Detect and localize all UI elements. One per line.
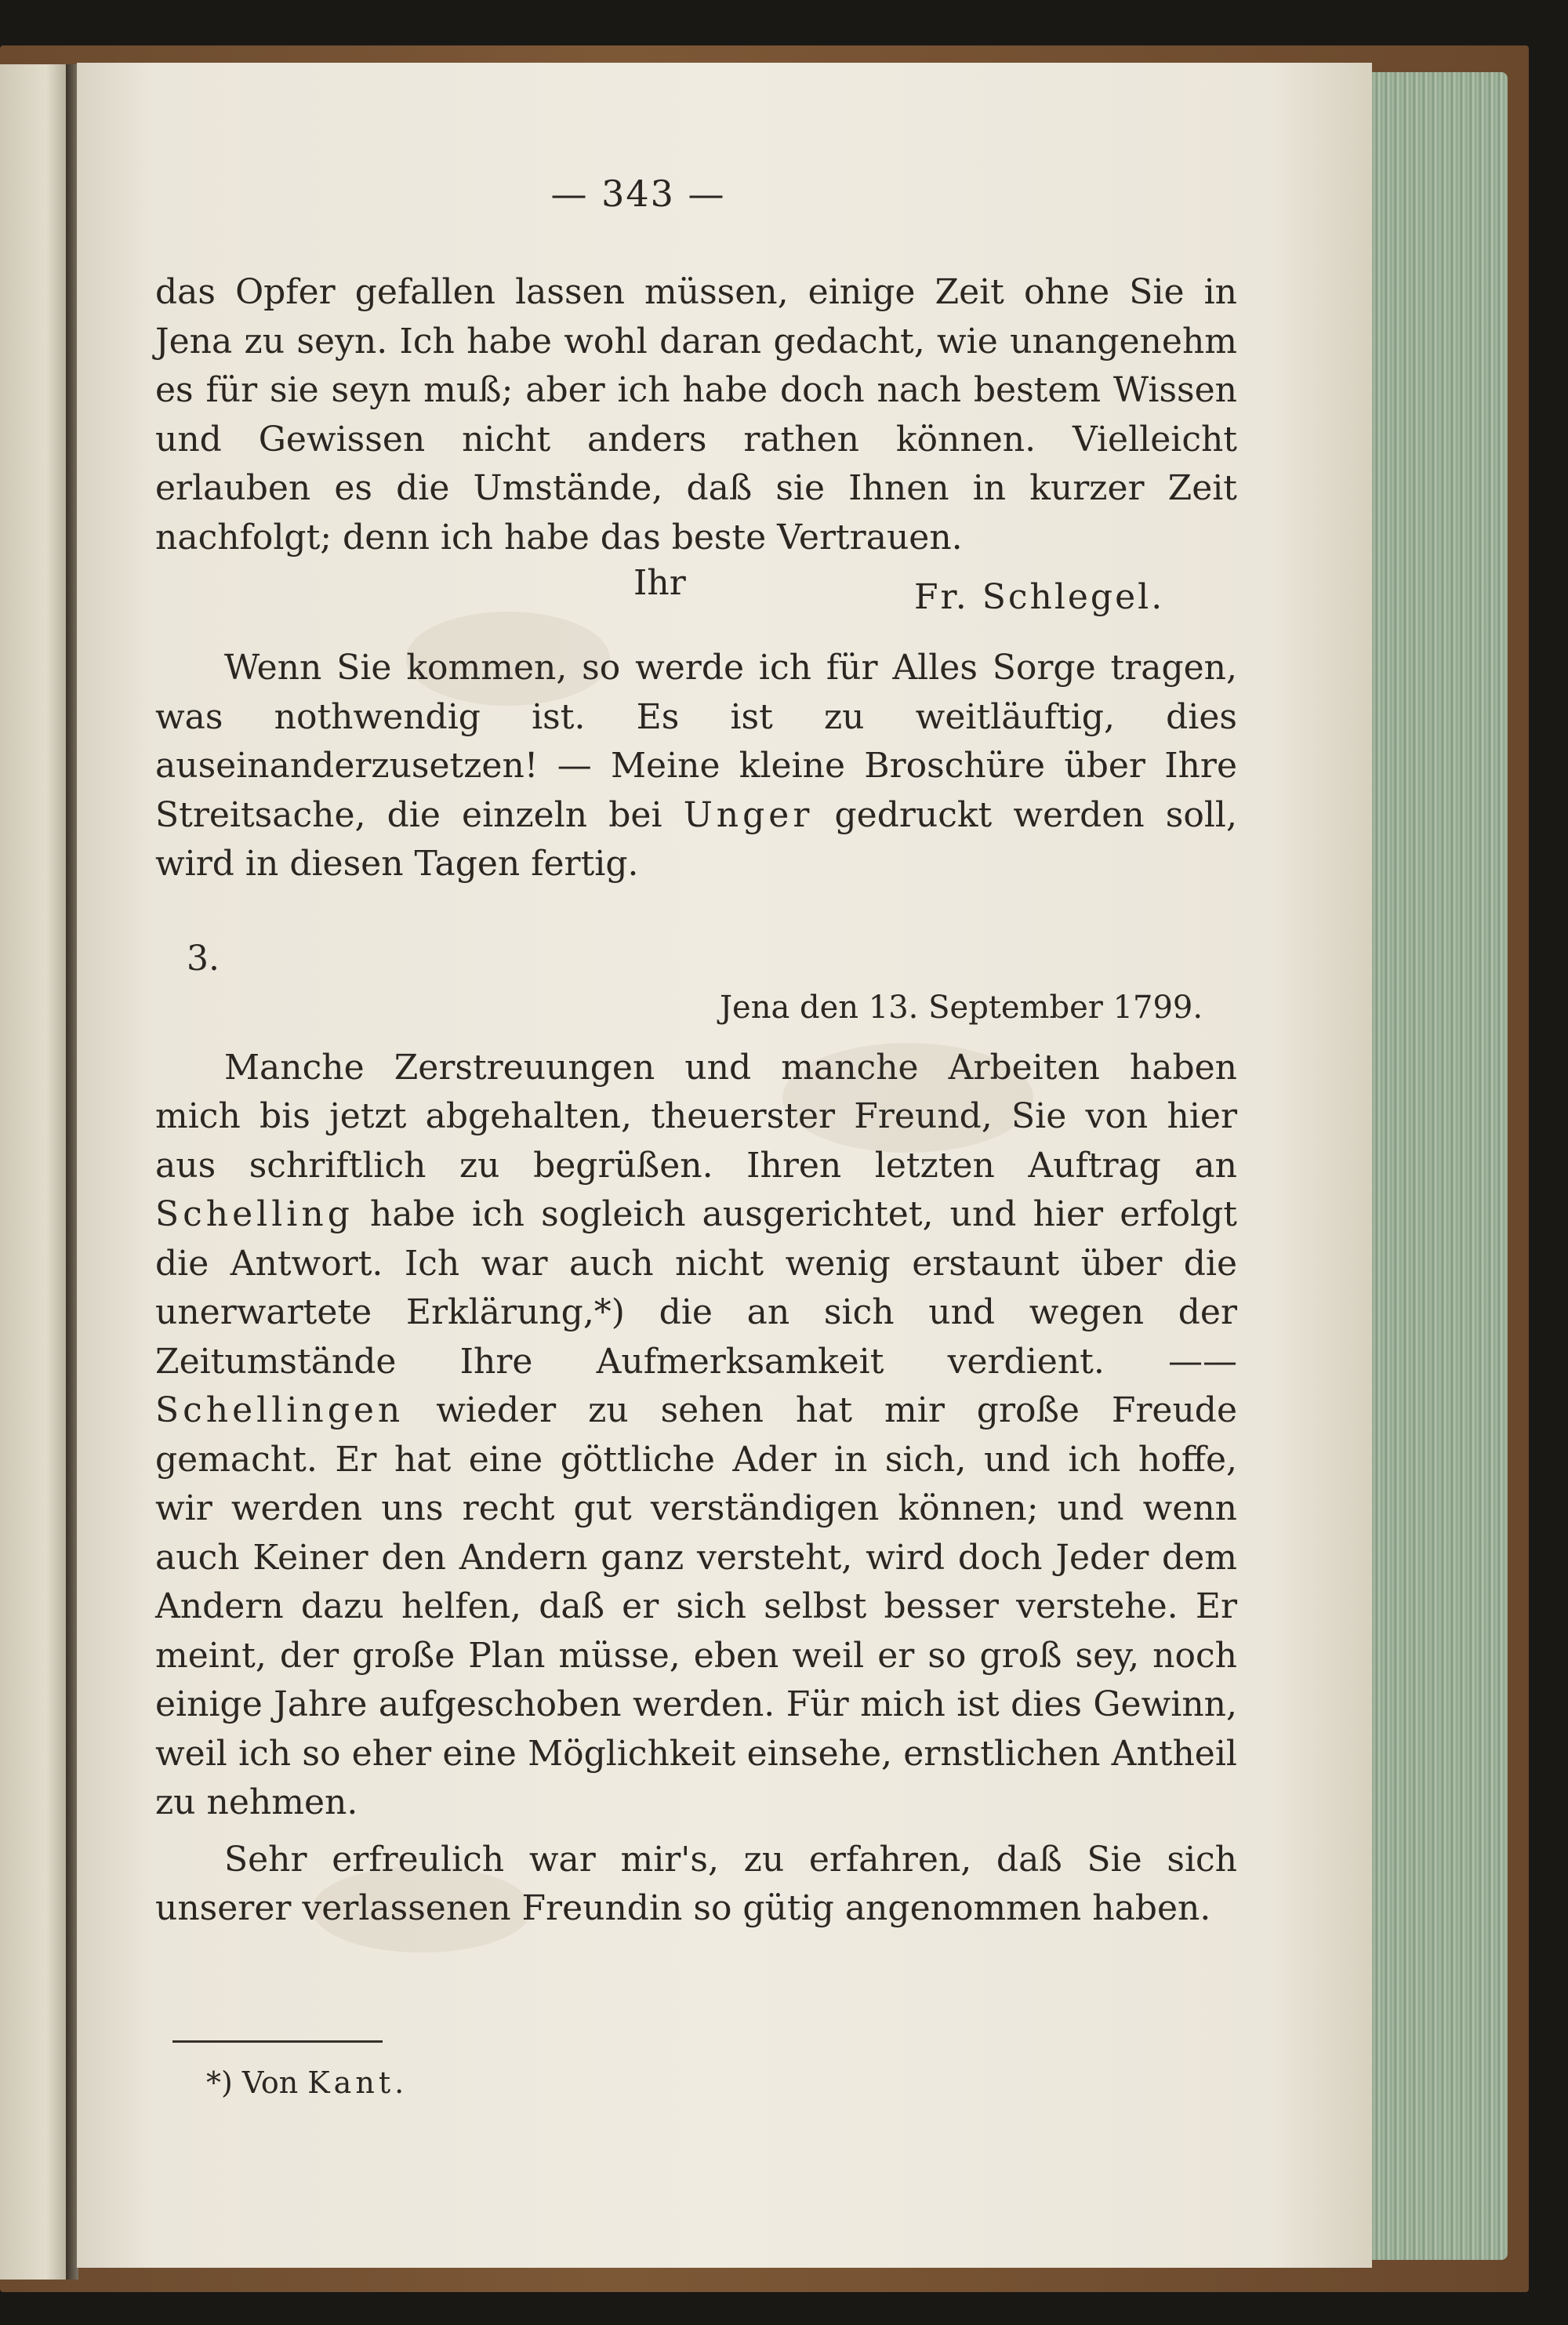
letter-paragraph-2: Sehr erfreulich war mir's, zu erfahren, daß Sie sich unserer verlassenen Freundin so gütig angenommen haben. (155, 1839, 1237, 1928)
text-run: habe ich sogleich ausgerichtet, und hier erfolgt die Antwort. Ich war auch nicht wenig erstaunt über die unerwartete Erklärung,*) die an sich und wegen der Zeitumstände Ihre Aufmerksamkeit verdient. —— (155, 1194, 1237, 1382)
text-run: Wenn Sie kommen, so werde ich für Alles Sorge tragen, was nothwendig ist. Es ist zu weitläuftig, dies auseinanderzusetzen! — Meine kleine Broschüre über Ihre Streitsache, die einzeln bei (155, 648, 1237, 835)
text-run: wieder zu sehen hat mir große Freude gemacht. Er hat eine göttliche Ader in sich, und ich hoffe, wir werden uns recht gut verständigen können; und wenn auch Keiner den Andern ganz versteht, wird doch Jeder dem Andern dazu helfen, daß er sich selbst besser verstehe. Er meint, der große Plan müsse, eben weil er so groß sey, noch einige Jahre aufgeschoben werden. Für mich ist dies Gewinn, weil ich so eher eine Möglichkeit einsehe, ernstlichen Antheil zu nehmen. (155, 1390, 1237, 1822)
dateline: Jena den 13. September 1799. (720, 990, 1203, 1026)
footnote-marker: *) Von (206, 2065, 308, 2100)
letter-paragraph (155, 1044, 1237, 1828)
page-number: — 343 — (550, 173, 726, 215)
paragraph-continuation: das Opfer gefallen lassen müssen, einige Zeit ohne Sie in Jena zu seyn. Ich habe wohl daran gedacht, wie unangenehm es für sie seyn muß; aber ich habe doch nach bestem Wissen und Gewissen nicht anders rathen können. Vielleicht erlauben es die Umstände, daß sie Ihnen in kurzer Zeit nachfolgt; denn ich habe das beste Vertrauen. (155, 272, 1237, 558)
signature: Fr. Schlegel. (914, 577, 1165, 617)
page-edges (1363, 72, 1508, 2260)
text-run: Manche Zerstreuungen und manche Arbeiten haben mich bis jetzt abgehalten, theuerster Freund, Sie von hier aus schriftlich zu begrüßen. Ihren letzten Auftrag an (155, 1047, 1237, 1186)
signature-line (155, 562, 1237, 617)
name-unger: Unger (683, 794, 814, 835)
name-schellingen: Schellingen (155, 1390, 405, 1430)
footnote-name: Kant. (307, 2065, 408, 2100)
postscript-paragraph (155, 644, 1237, 889)
text-run: gedruckt werden soll, wird in diesen Tagen fertig. (155, 794, 1237, 884)
closing-word: Ihr (633, 563, 686, 603)
footnote-rule (172, 2040, 383, 2043)
letter-number: 3. (187, 938, 220, 979)
footnote (206, 2062, 408, 2103)
left-page-sliver (0, 64, 66, 2280)
book-page (77, 63, 1372, 2268)
name-schelling: Schelling (155, 1194, 354, 1234)
page-body (155, 268, 1237, 1934)
